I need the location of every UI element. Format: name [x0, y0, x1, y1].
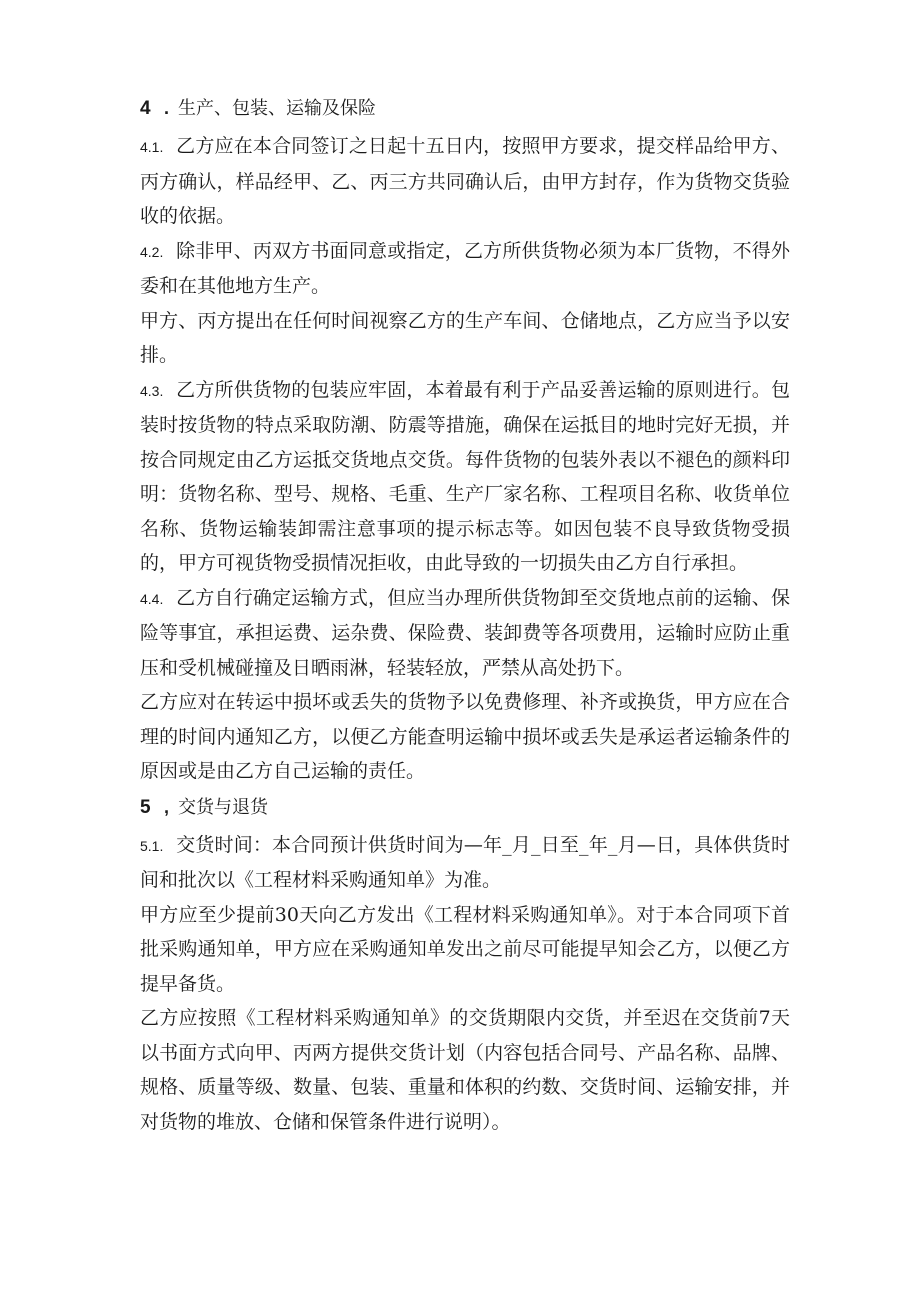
section-title: 生产、包装、运输及保险 — [178, 98, 376, 119]
section-separator: , — [164, 796, 170, 817]
document-body — [140, 90, 790, 1139]
clause-paragraph — [140, 828, 790, 898]
paragraph-text: 甲方应至少提前30天向乙方发出《工程材料采购通知单》。对于本合同项下首批采购通知单，甲方应在采购通知单发出之前尽可能提早知会乙方，以便乙方提早备货。 — [140, 903, 790, 995]
paragraph — [140, 304, 790, 373]
clause-paragraph — [140, 129, 790, 234]
clause-number: 4.3. — [140, 382, 164, 399]
section-heading — [140, 90, 790, 127]
clause-number: 4.1. — [140, 139, 164, 155]
clause-number: 4.4. — [140, 590, 164, 607]
clause-number: 4.2. — [140, 243, 164, 260]
section-number: 4 — [140, 98, 151, 119]
paragraph-text: 甲方、丙方提出在任何时间视察乙方的生产车间、仓储地点，乙方应当予以安排。 — [140, 309, 790, 366]
paragraph — [140, 1001, 790, 1139]
clause-text: 交货时间：本合同预计供货时间为—年_月_日至_年_月—日，具体供货时间和批次以《工程材料采购通知单》为准。 — [140, 833, 790, 891]
paragraph-text: 乙方应对在转运中损坏或丢失的货物予以免费修理、补齐或换货，甲方应在合理的时间内通知乙方，以便乙方能查明运输中损坏或丢失是承运者运输条件的原因或是由乙方自己运输的责任。 — [140, 691, 790, 782]
paragraph — [140, 685, 790, 789]
clause-paragraph — [140, 234, 790, 304]
section-separator: . — [164, 98, 170, 118]
section-number: 5 — [140, 796, 151, 818]
clause-text: 乙方所供货物的包装应牢固，本着最有利于产品妥善运输的原则进行。包装时按货物的特点采取防潮、防震等措施，确保在运抵目的地时完好无损，并按合同规定由乙方运抵交货地点交货。每件货物的包装外表以不褪色的颜料印明：货物名称、型号、规格、毛重、生产厂家名称、工程项目名称、收货单位名称、货物运输装卸需注意事项的提示标志等。如因包装不良导致货物受损的，甲方可视货物受损情况拒收，由此导致的一切损失由乙方自行承担。 — [140, 378, 790, 574]
clause-text: 乙方自行确定运输方式，但应当办理所供货物卸至交货地点前的运输、保险等事宜，承担运费、运杂费、保险费、装卸费等各项费用，运输时应防止重压和受机械碰撞及日晒雨淋，轻装轻放，严禁从高处扔下。 — [140, 586, 790, 679]
clause-paragraph — [140, 581, 790, 686]
paragraph — [140, 898, 790, 1002]
section-heading — [140, 789, 790, 826]
clause-text: 除非甲、丙双方书面同意或指定，乙方所供货物必须为本厂货物，不得外委和在其他地方生产。 — [140, 239, 790, 297]
section-title: 交货与退货 — [178, 796, 268, 818]
clause-text: 乙方应在本合同签订之日起十五日内，按照甲方要求，提交样品给甲方、丙方确认，样品经甲、乙、丙三方共同确认后，由甲方封存，作为货物交货验收的依据。 — [140, 135, 790, 227]
clause-paragraph — [140, 373, 790, 581]
paragraph-text: 乙方应按照《工程材料采购通知单》的交货期限内交货，并至迟在交货前7天以书面方式向甲、丙两方提供交货计划（内容包括合同号、产品名称、品牌、规格、质量等级、数量、包装、重量和体积的约数、交货时间、运输安排，并对货物的堆放、仓储和保管条件进行说明）。 — [140, 1007, 790, 1133]
clause-number: 5.1. — [140, 837, 164, 854]
